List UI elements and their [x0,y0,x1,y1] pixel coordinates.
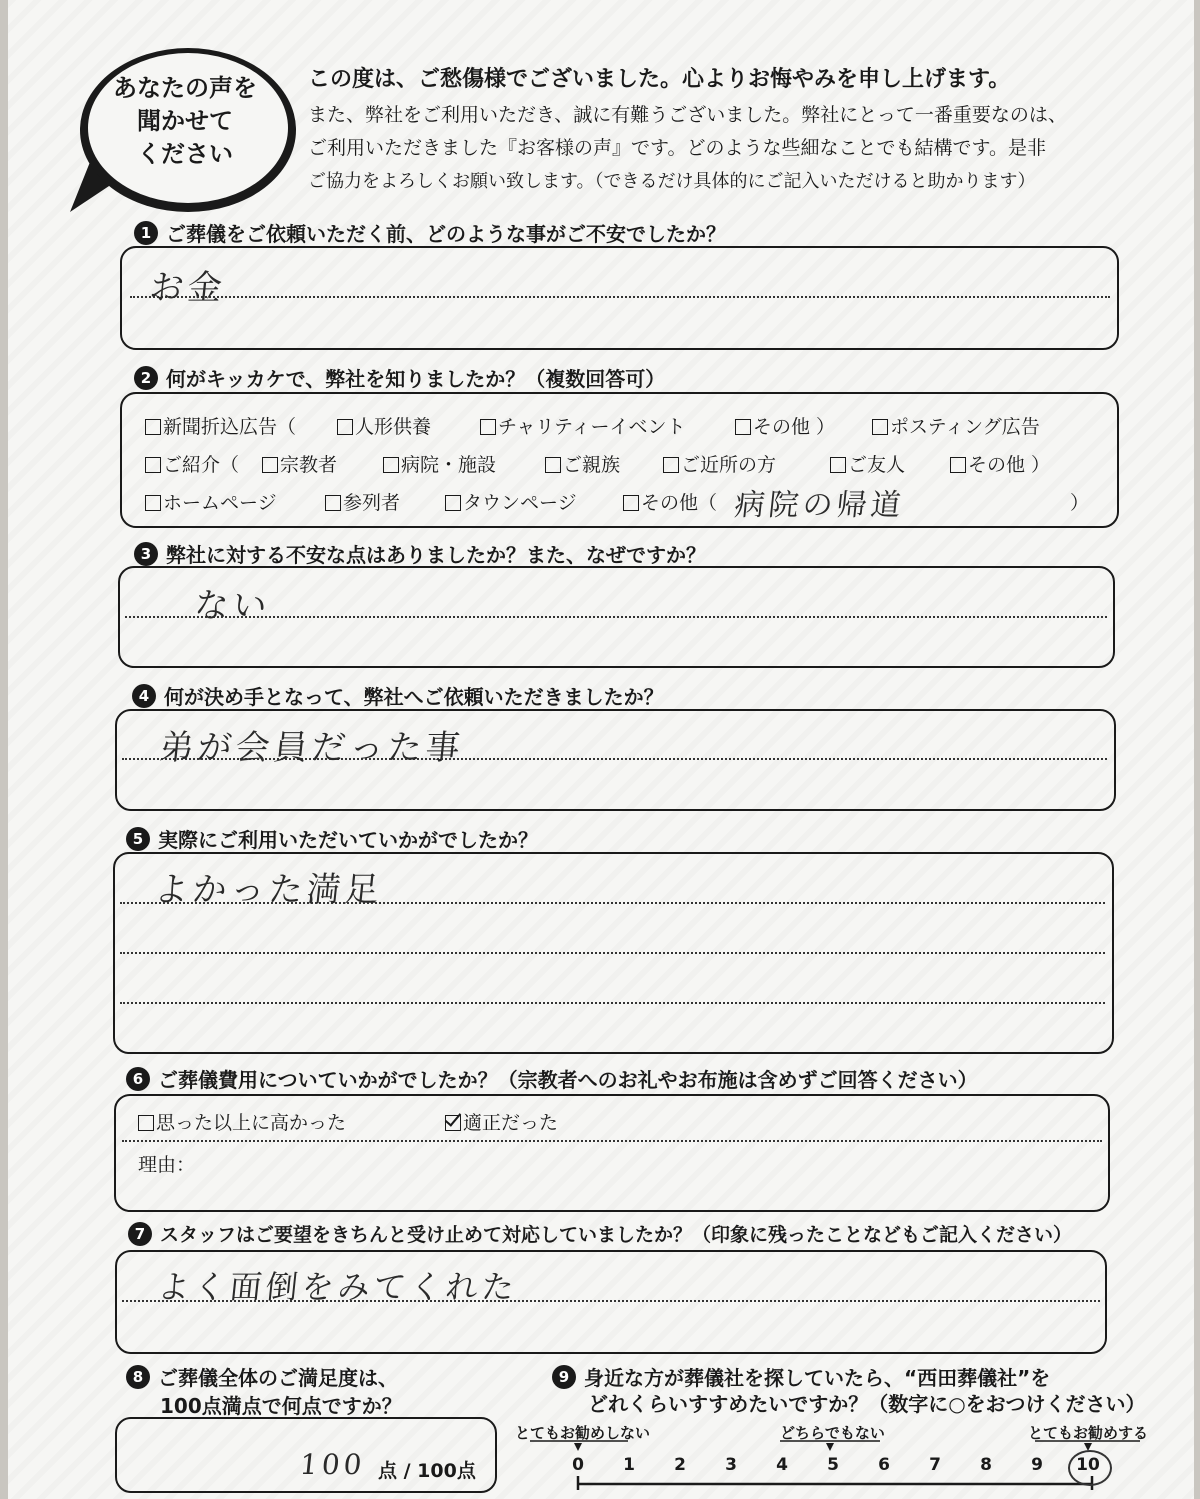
checkbox[interactable] [138,1115,154,1131]
checkbox[interactable] [325,495,341,511]
question-text: 100点満点で何点ですか？ [160,1394,402,1418]
handwritten-answer-5: よかった満足 [152,870,385,910]
question-text: 弊社に対する不安な点はありましたか？また、なぜですか？ [166,543,706,567]
checkbox[interactable] [262,457,278,473]
checkbox[interactable] [950,457,966,473]
option-hospital[interactable]: 病院・施設 [383,450,496,477]
intro-line: また、弊社をご利用いただき、誠に有難うございました。弊社にとって一番重要なのは、 [308,104,1067,126]
handwritten-score: 100 [298,1448,368,1481]
scale-tick-10[interactable]: 10 [1076,1455,1100,1475]
scale-tick-9[interactable]: 9 [1031,1455,1043,1475]
question-4 [132,681,664,710]
option-doll-memorial[interactable]: 人形供養 [337,412,431,439]
checkbox[interactable] [663,457,679,473]
reason-label: 理由： [138,1154,196,1176]
option-reasonable[interactable]: 適正だった [445,1108,558,1135]
option-charity-event[interactable]: チャリティーイベント [480,412,686,439]
option-friends[interactable]: ご友人 [830,450,905,477]
checkbox[interactable] [480,419,496,435]
question-number: 8 [126,1365,150,1389]
scale-tick-1[interactable]: 1 [623,1455,635,1475]
question-text: 何が決め手となって、弊社へご依頼いただきましたか？ [164,685,664,709]
dotted-line [130,296,1110,298]
scale-tick-4[interactable]: 4 [776,1455,788,1475]
question-5 [126,824,538,853]
checkbox[interactable] [872,419,888,435]
checkbox-checked[interactable] [445,1115,461,1131]
question-9 [552,1362,1050,1391]
handwritten-answer-3: ない [192,586,273,626]
option-neighbors[interactable]: ご近所の方 [663,450,776,477]
scale-tick-3[interactable]: 3 [725,1455,737,1475]
close-paren: ） [1070,492,1090,514]
option-too-expensive[interactable]: 思った以上に高かった [138,1108,346,1135]
question-text: 身近な方が葬儀社を探していたら、“西田葬儀社”を [584,1366,1051,1390]
question-number: 6 [126,1067,150,1091]
option-clergy[interactable]: 宗教者 [262,450,337,477]
dotted-line [122,1140,1102,1142]
checkbox[interactable] [545,457,561,473]
question-1 [134,218,726,247]
question-9-line2 [588,1388,1145,1417]
question-8 [126,1362,398,1391]
scale-tick-6[interactable]: 6 [878,1455,890,1475]
scale-tick-5[interactable]: 5 [827,1455,839,1475]
question-number: 7 [128,1222,152,1246]
option-relatives[interactable]: ご親族 [545,450,620,477]
option-other-2[interactable]: その他 ） [950,450,1050,477]
option-newspaper[interactable]: 新聞折込広告（ [145,412,296,439]
question-3 [134,539,706,568]
intro-line: ご利用いただきました『お客様の声』です。どのような些細なことでも結構です。是非 [308,137,1046,159]
speech-bubble [70,42,300,222]
checkbox[interactable] [445,495,461,511]
question-text: ご葬儀全体のご満足度は、 [158,1366,398,1390]
scale-tick-7[interactable]: 7 [929,1455,941,1475]
option-referral[interactable]: ご紹介（ [145,450,239,477]
question-number: 3 [134,542,158,566]
scale-label-low: とてもお勧めしない [515,1424,651,1442]
scale-tick-2[interactable]: 2 [674,1455,686,1475]
scale-label-mid: どちらでもない [780,1424,885,1442]
question-6 [126,1064,978,1093]
checkbox[interactable] [145,457,161,473]
question-number: 9 [552,1365,576,1389]
checkbox[interactable] [383,457,399,473]
dotted-line [125,616,1107,618]
question-text: ご葬儀をご依頼いただく前、どのような事がご不安でしたか？ [166,222,726,246]
intro-text [308,62,1168,198]
intro-lead: この度は、ご愁傷様でございました。心よりお悔やみを申し上げます。 [308,67,1011,92]
question-8-line2 [160,1390,402,1419]
question-text: 実際にご利用いただいていかがでしたか？ [158,828,538,852]
checkbox[interactable] [623,495,639,511]
checkbox[interactable] [145,495,161,511]
option-other-1[interactable]: その他 ） [735,412,835,439]
bubble-title: あなたの声を 聞かせて ください [113,74,257,168]
dotted-line [120,1002,1105,1004]
dotted-line [120,952,1105,954]
handwritten-answer-7: よく面倒をみてくれた [155,1268,520,1306]
handwritten-other-answer: 病院の帰道 [732,488,907,523]
scale-label-high: とてもお勧めする [1028,1424,1149,1442]
question-number: 5 [126,827,150,851]
handwritten-answer-4: 弟が会員だった事 [157,728,466,768]
option-townpage[interactable]: タウンページ [445,488,577,515]
question-text: 何がキッカケで、弊社を知りましたか？（複数回答可） [166,367,666,391]
question-text: スタッフはご要望をきちんと受け止めて対応していましたか？（印象に残ったことなどもご記入ください） [160,1224,1073,1246]
scale-tick-8[interactable]: 8 [980,1455,992,1475]
intro-line: ご協力をよろしくお願い致します。（できるだけ具体的にご記入いただけると助かります） [308,171,1036,192]
question-number: 1 [134,221,158,245]
question-text: どれくらいすすめたいですか？（数字に○をおつけください） [588,1392,1146,1416]
answer-box-1[interactable] [120,246,1119,350]
option-attendee[interactable]: 参列者 [325,488,400,515]
score-suffix: 点 / 100点 [378,1460,476,1482]
question-7 [128,1220,1072,1247]
question-number: 2 [134,366,158,390]
option-posting-ad[interactable]: ポスティング広告 [872,412,1040,439]
question-2 [134,363,665,392]
selected-circle [1068,1450,1112,1486]
option-homepage[interactable]: ホームページ [145,488,277,515]
scale-tick-0[interactable]: 0 [572,1455,584,1475]
checkbox[interactable] [830,457,846,473]
question-text: ご葬儀費用についていかがでしたか？（宗教者へのお礼やお布施は含めずご回答ください） [158,1068,978,1092]
option-other-3[interactable]: その他（ [623,488,717,515]
checkbox[interactable] [337,419,353,435]
handwritten-answer-1: お金 [147,268,228,308]
checkbox[interactable] [735,419,751,435]
question-number: 4 [132,684,156,708]
checkbox[interactable] [145,419,161,435]
